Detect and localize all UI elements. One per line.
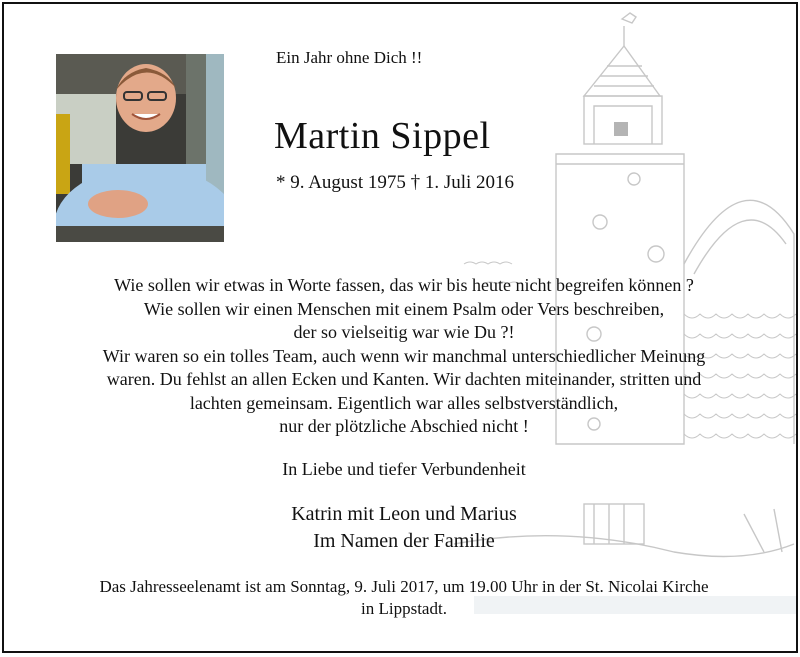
life-dates: * 9. August 1975 † 1. Juli 2016 [276,172,515,193]
poem-line: nur der plötzliche Abschied nicht ! [279,416,529,436]
portrait-photo [56,54,224,242]
intro-text: Ein Jahr ohne Dich !! [276,48,423,67]
notice-line: in Lippstadt. [361,599,447,618]
notice-line: Das Jahresseelenamt ist am Sonntag, 9. Juli 2017, um 19.00 Uhr in der St. Nicolai Kirche [99,577,709,596]
obituary-card [2,2,798,653]
family-line: Im Namen der Familie [313,530,495,552]
poem-line: Wie sollen wir einen Menschen mit einem Psalm oder Vers beschreiben, [143,298,665,319]
deceased-name: Martin Sippel [274,115,491,157]
family-line: Katrin mit Leon und Marius [291,503,517,525]
poem-line: Wir waren so ein tolles Team, auch wenn wir manchmal unterschiedlicher Meinung [102,345,706,366]
poem-line: der so vielseitig war wie Du ?! [293,322,515,342]
poem-line: waren. Du fehlst an allen Ecken und Kanten. Wir dachten miteinander, stritten und [106,369,702,389]
poem [24,274,784,439]
closing-text: In Liebe und tiefer Verbundenheit [282,459,526,479]
memorial-mass-notice [24,576,784,620]
family-signature [4,501,798,555]
poem-line: Wie sollen wir etwas in Worte fassen, das wir bis heute nicht begreifen können ? [114,275,694,295]
poem-line: lachten gemeinsam. Eigentlich war alles selbstverständlich, [189,392,619,413]
